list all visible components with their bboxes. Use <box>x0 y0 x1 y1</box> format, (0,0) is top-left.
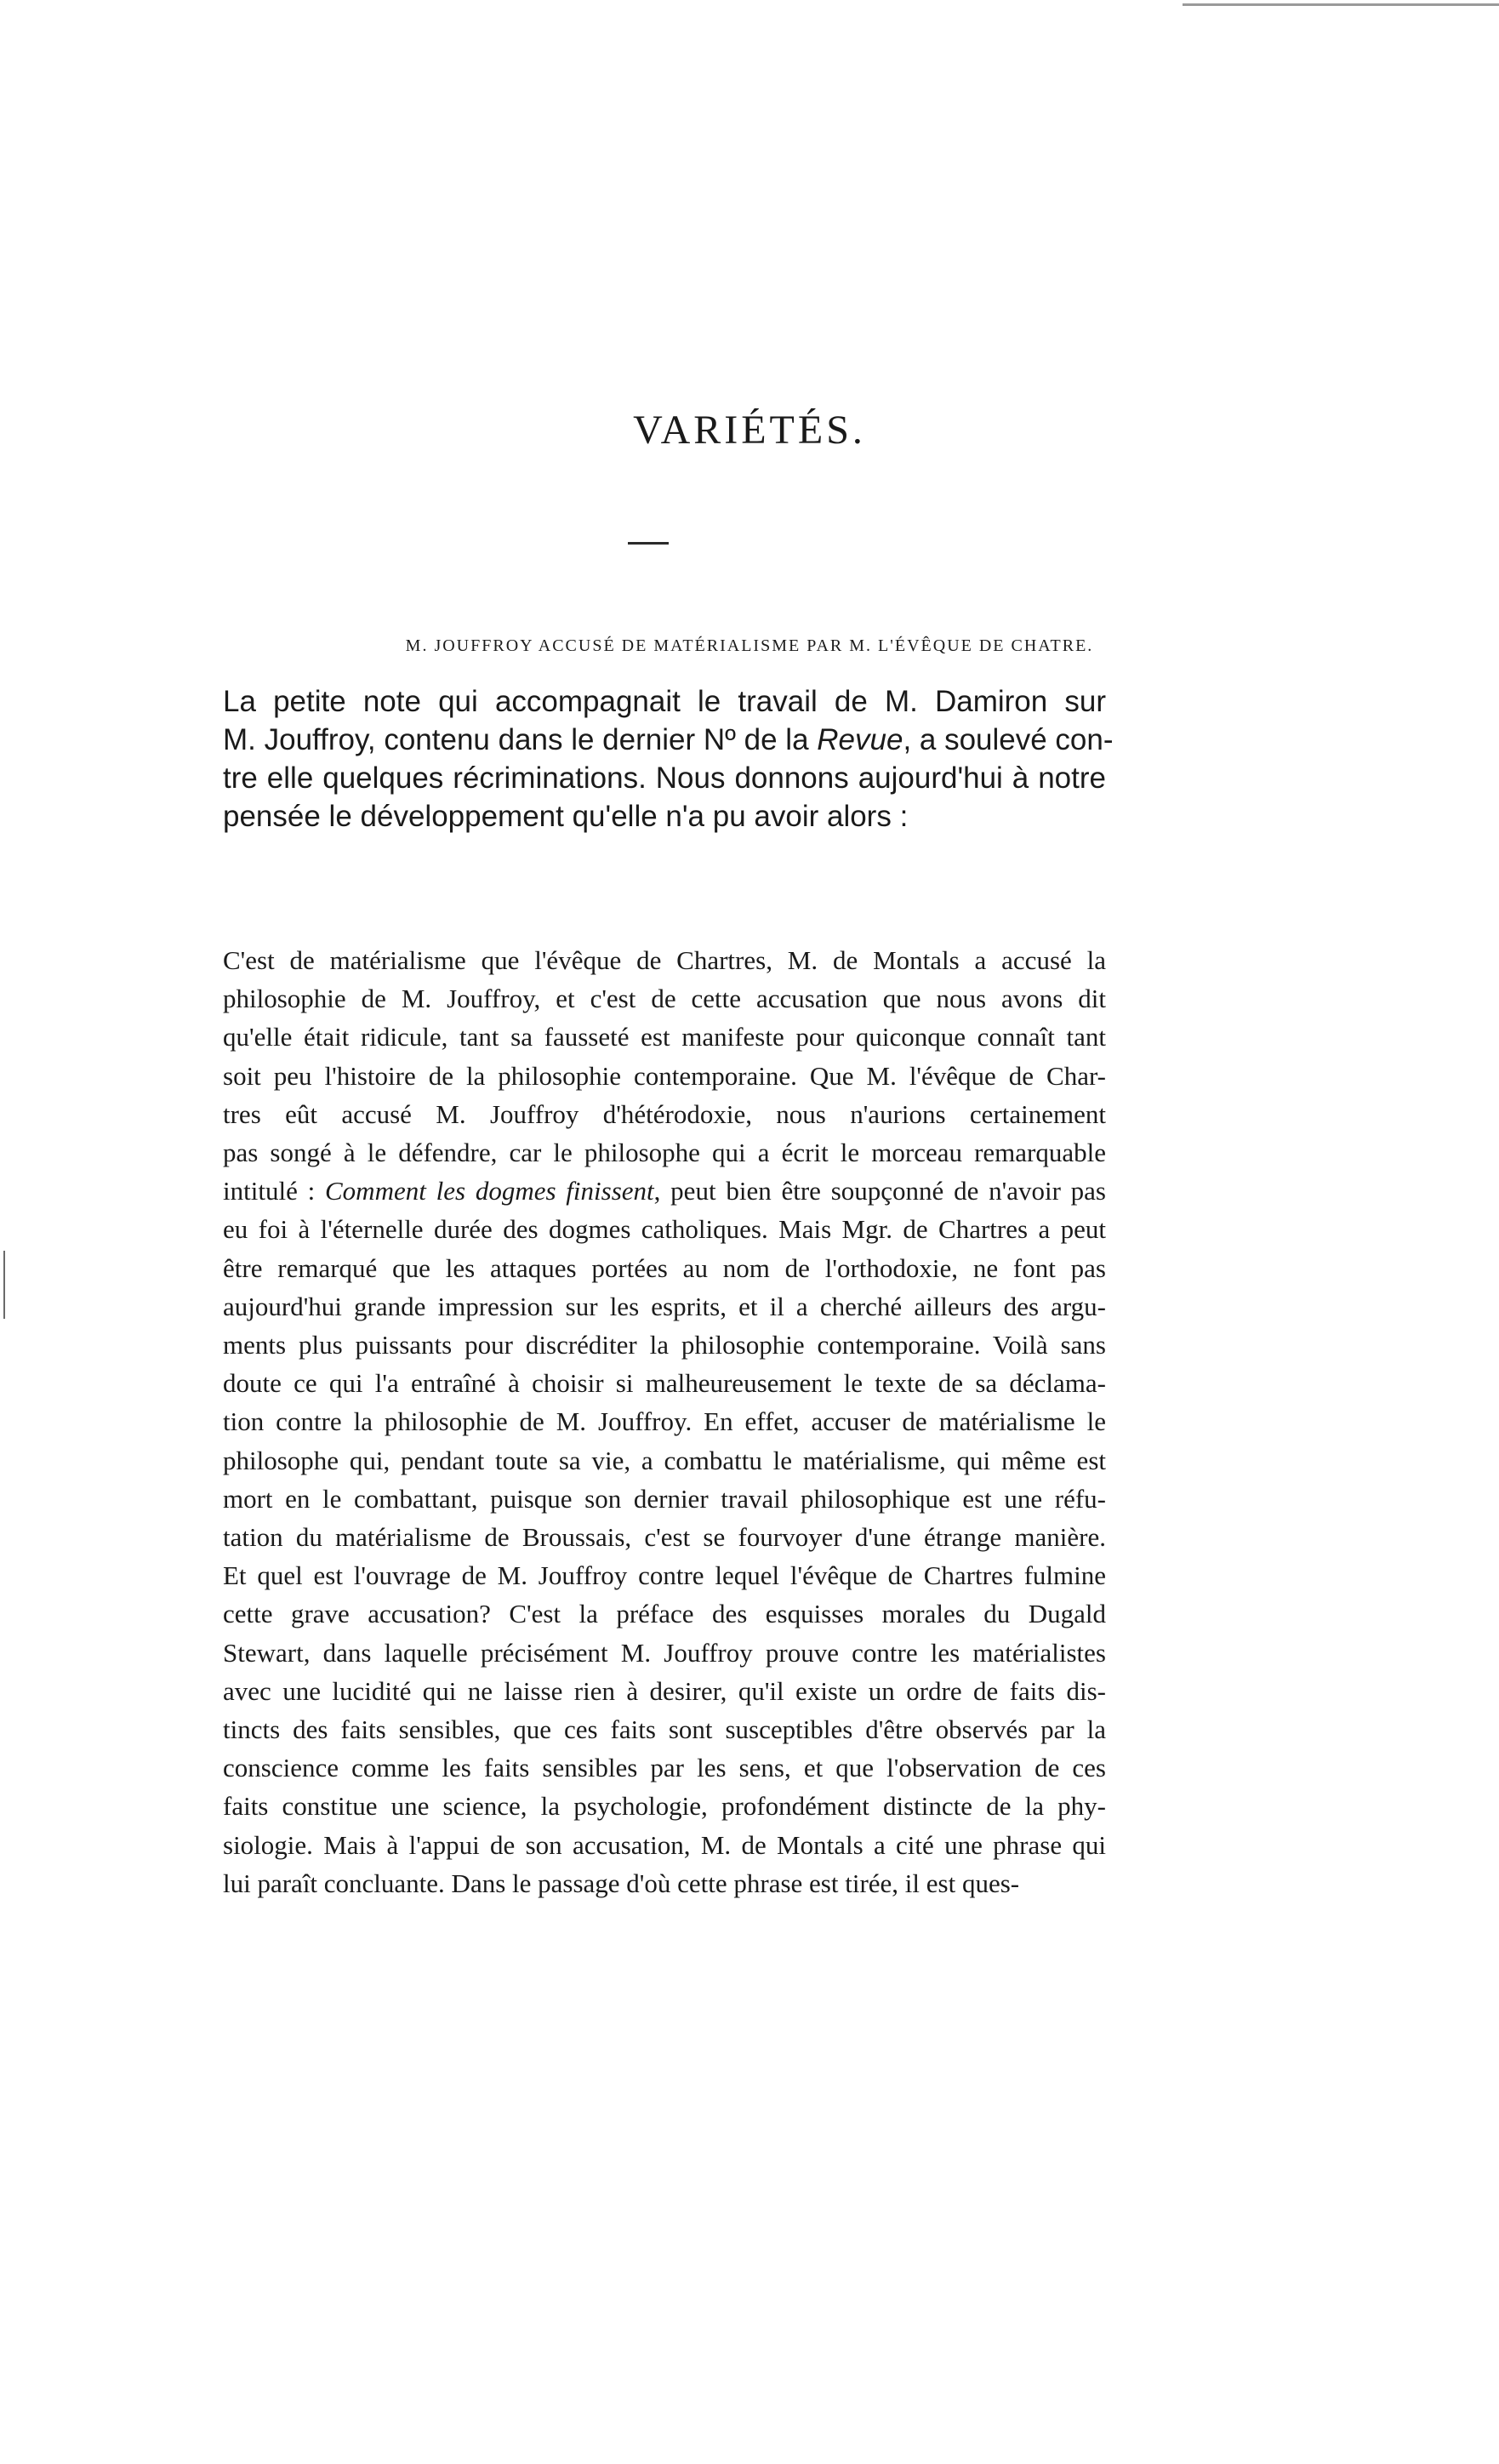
body-line: tincts des faits sensibles, que ces faits sont susceptibles d'être observés par la <box>223 1714 1106 1745</box>
body-line: tion contre la philosophie de M. Jouffroy. En effet, accuser de matérialisme le <box>223 1406 1106 1437</box>
intro-line: La petite note qui accompagnait le travail de M. Damiron sur <box>223 685 1106 718</box>
body-line: tres eût accusé M. Jouffroy d'hétérodoxie, nous n'aurions certainement <box>223 1098 1106 1129</box>
body-line: aujourd'hui grande impression sur les esprits, et il a cherché ailleurs des argu- <box>223 1291 1106 1321</box>
body-line: être remarqué que les attaques portées au nom de l'orthodoxie, ne font pas <box>223 1252 1106 1283</box>
body-line: mort en le combattant, puisque son dernier travail philosophique est une réfu- <box>223 1483 1106 1514</box>
body-line: tation du matérialisme de Broussais, c'est se fourvoyer d'une étrange manière. <box>223 1522 1106 1553</box>
body-line: philosophe qui, pendant toute sa vie, a combattu le matérialisme, qui même est <box>223 1445 1106 1475</box>
intro-line: tre elle quelques récriminations. Nous donnons aujourd'hui à notre <box>223 761 1106 795</box>
body-line: C'est de matérialisme que l'évêque de Chartres, M. de Montals a accusé la <box>223 945 1106 975</box>
intro-italic-phrase: Revue <box>817 723 903 756</box>
body-line: philosophie de M. Jouffroy, et c'est de cette accusation que nous avons dit <box>223 984 1106 1014</box>
scan-edge-rule <box>1183 3 1499 6</box>
section-title: VARIÉTÉS. <box>633 408 866 453</box>
body-line: soit peu l'histoire de la philosophie contemporaine. Que M. l'évêque de Char- <box>223 1060 1106 1091</box>
intro-line: M. Jouffroy, contenu dans le dernier Nº de la Revue, a soulevé con- <box>223 723 1114 756</box>
body-line: cette grave accusation? C'est la préface des esquisses morales du Dugald <box>223 1599 1106 1629</box>
body-line: pas songé à le défendre, car le philosophe qui a écrit le morceau remarquable <box>223 1138 1106 1168</box>
body-line: doute ce qui l'a entraîné à choisir si malheureusement le texte de sa déclama- <box>223 1368 1106 1399</box>
intro-line: pensée le développement qu'elle n'a pu avoir alors : <box>223 800 909 833</box>
body-line: Stewart, dans laquelle précisément M. Jouffroy prouve contre les matérialistes <box>223 1637 1106 1668</box>
body-line: avec une lucidité qui ne laisse rien à desirer, qu'il existe un ordre de faits dis- <box>223 1675 1106 1706</box>
body-line: intitulé : Comment les dogmes finissent, peut bien être soupçonné de n'avoir pas <box>223 1176 1107 1206</box>
body-line: siologie. Mais à l'appui de son accusation, M. de Montals a cité une phrase qui <box>223 1829 1106 1860</box>
body-paragraph <box>223 941 1106 1902</box>
body-line: ments plus puissants pour discréditer la philosophie contemporaine. Voilà sans <box>223 1330 1106 1360</box>
body-line: lui paraît concluante. Dans le passage d'où cette phrase est tirée, il est ques- <box>223 1868 1020 1898</box>
body-line: faits constitue une science, la psychologie, profondément distincte de la phy- <box>223 1791 1106 1822</box>
article-subtitle: M. JOUFFROY ACCUSÉ DE MATÉRIALISME PAR M. L'ÉVÊQUE DE CHATRE. <box>405 636 1094 655</box>
intro-paragraph <box>223 682 1114 836</box>
body-line: eu foi à l'éternelle durée des dogmes catholiques. Mais Mgr. de Chartres a peut <box>223 1214 1106 1245</box>
body-line: Et quel est l'ouvrage de M. Jouffroy contre lequel l'évêque de Chartres fulmine <box>223 1560 1106 1591</box>
title-divider <box>628 542 669 545</box>
scan-margin-mark <box>3 1251 5 1319</box>
body-line: qu'elle était ridicule, tant sa fausseté est manifeste pour quiconque connaît tant <box>223 1022 1106 1052</box>
body-italic-phrase: Comment les dogmes finissent <box>325 1176 654 1206</box>
body-line: conscience comme les faits sensibles par les sens, et que l'observation de ces <box>223 1753 1106 1783</box>
